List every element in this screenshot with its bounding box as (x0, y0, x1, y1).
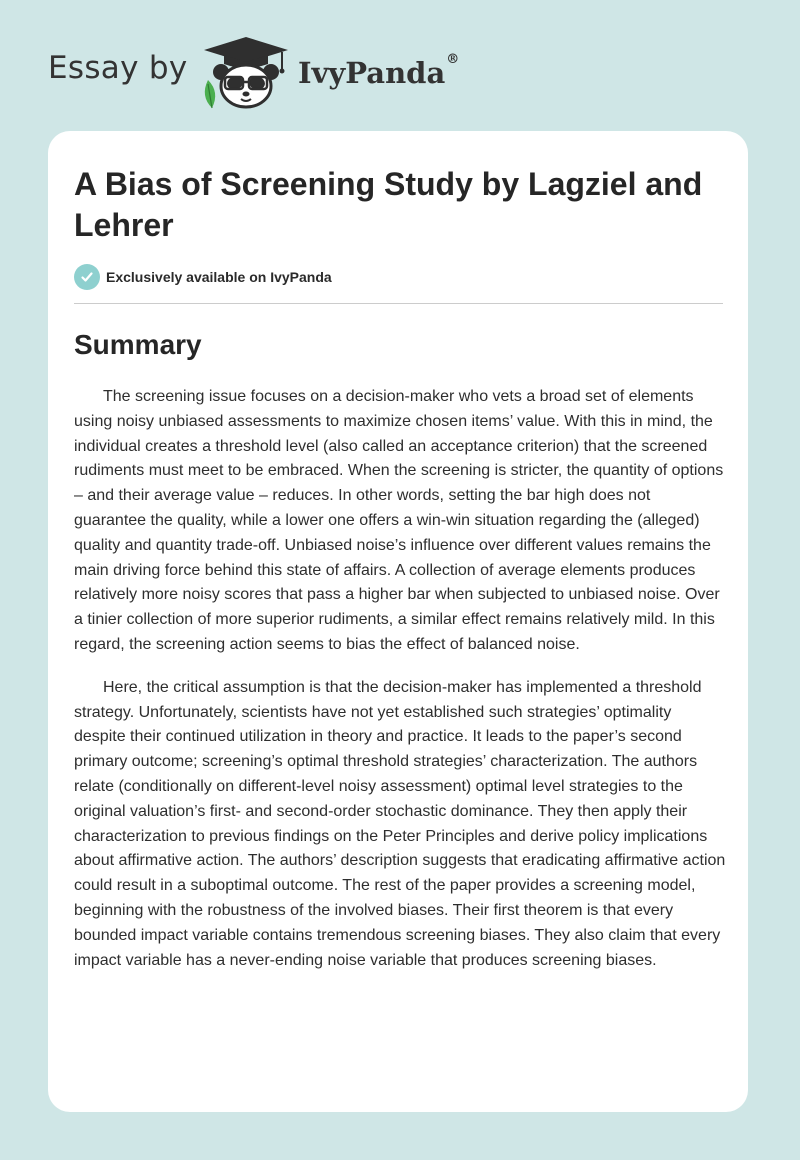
brand-name-text: IvyPanda (298, 56, 446, 90)
registered-mark: ® (446, 52, 460, 67)
divider (74, 303, 723, 304)
exclusive-label: Exclusively available on IvyPanda (106, 269, 332, 285)
section-heading: Summary (74, 329, 202, 360)
check-circle-icon (74, 264, 100, 290)
site-header (0, 0, 800, 120)
article-card (48, 131, 748, 1112)
brand-name[interactable] (298, 52, 460, 90)
paragraph: The screening issue focuses on a decision-maker who vets a broad set of elements using noisy unbiased assessments to maximize chosen items’ value. With this in mind, the individual creates a threshold level (also called an acceptance criterion) that the screened rudiments must meet to be embraced. When the screening is stricter, the quantity of options – and their average value – reduces. In other words, setting the bar high does not guarantee the quality, while a lower one offers a win-win situation regarding the (alleged) quality and quantity trade-off. Unbiased noise’s influence over different values remains the main driving force behind this state of affairs. A collection of average elements produces relatively more noisy scores that pass a higher bar when subjected to unbiased noise. Over a tinier collection of more superior rudiments, a similar effect remains relatively mild. In this regard, the screening action seems to bias the effect of balanced noise. (74, 388, 724, 653)
panda-graduate-icon[interactable] (196, 36, 296, 110)
exclusive-badge (74, 264, 332, 290)
article-body (74, 385, 726, 991)
paragraph: Here, the critical assumption is that the decision-maker has implemented a threshold strategy. Unfortunately, scientists have not yet established such strategies’ optimality despite their continued utilization in theory and practice. It leads to the paper’s second primary outcome; screening’s optimal threshold strategies’ characterization. The authors relate (conditionally on different-level noisy assessment) optimal level strategies to the original valuation’s first- and second-order stochastic dominance. They then apply their characterization to previous findings on the Peter Principles and derive policy implications about affirmative action. The authors’ description suggests that eradicating affirmative action could result in a suboptimal outcome. The rest of the paper provides a screening model, beginning with the robustness of the involved biases. Their first theorem is that every bounded impact variable contains tremendous screening biases. They also claim that every impact variable has a never-ending noise variable that produces screening biases. (74, 678, 726, 969)
page-title: A Bias of Screening Study by Lagziel and Lehrer (74, 166, 703, 243)
essay-by-label: Essay by (48, 50, 188, 86)
